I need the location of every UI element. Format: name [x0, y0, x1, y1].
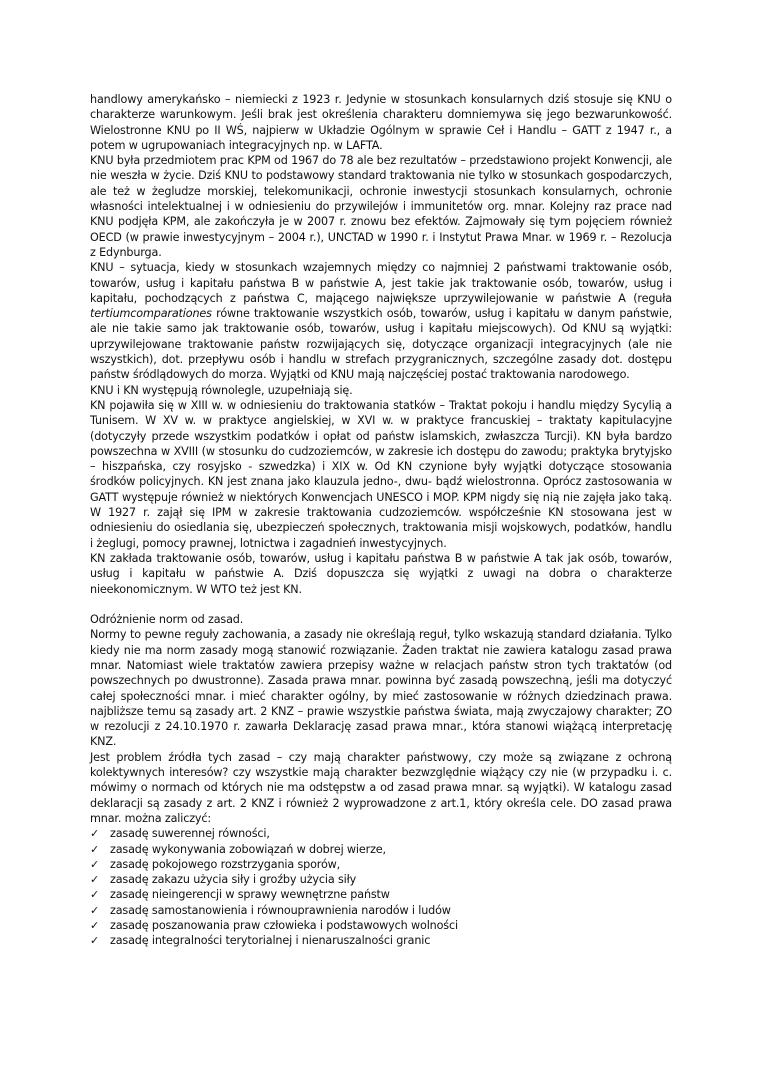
checklist-item: ✓ zasadę wykonywania zobowiązań w dobrej wierze,: [90, 842, 386, 856]
principles-checklist: [90, 826, 672, 948]
paragraph-knu-kn-relation: KNU i KN występują równolegle, uzupełniają się.: [90, 383, 353, 397]
paragraph-knu-kpm: KNU była przedmiotem prac KPM od 1967 do 78 ale bez rezultatów – przedstawiono projekt Konwencji, ale nie weszła w życie. Dziś KNU to podstawowy standard traktowania nie tylko w stosunkach gospodarczych, ale też w żegludze morskiej, telekomunikacji, ochronie inwestycji stosunkach konsularnych, ochronie własności intelektualnej i w odniesieniu do przywilejów i immunitetów org. mnar. Kolejny raz prace nad KNU podjęła KPM, ale zakończyła je w 2007 r. znowu bez efektów. Zajmowały się tym pojęciem również OECD (w prawie inwestycyjnym – 2004 r.), UNCTAD w 1990 r. i Instytut Prawa Mnar. w 1969 r. – Rezolucja z Edynburga.: [90, 154, 672, 259]
knu-definition-text-cont: równe traktowanie wszystkich osób, towarów, usług i kapitału w danym państwie, ale nie takie samo jak traktowanie osób, towarów, usług i kapitału miejscowych). Od KNU są wyjątki: uprzywilejowane traktowanie państw rozwijających się, dotyczące organizacji integracyjnych (ale nie wszystkich), dot. przepływu osób i handlu w strefach przygranicznych, szczególne zasady dot. dostępu państw śródlądowych do morza. Wyjątki od KNU mają najczęściej postać traktowania narodowego.: [90, 307, 672, 382]
checkmark-icon: ✓: [90, 919, 100, 933]
paragraph-sources: Jest problem źródła tych zasad – czy mają charakter państwowy, czy może są związane z ochroną kolektywnych interesów? czy wszystkie mają charakter bezwzględnie wiążący czy nie (w przypadku i. c. mówimy o normach od których nie ma odstępstw a od zasad prawa mnar. są wyjątki). W katalogu zasad deklaracji są zasady z art. 2 KNZ i również 2 wyprowadzone z art.1, który określa cele. DO zasad prawa mnar. można zaliczyć:: [90, 750, 672, 825]
paragraph-norms: Normy to pewne reguły zachowania, a zasady nie określają reguł, tylko wskazują standard działania. Tylko kiedy nie ma norm zasady mogą stanowić rozwiązanie. Żaden traktat nie zawiera katalogu zasad prawa mnar. Natomiast wiele traktatów zawiera przepisy ważne w relacjach państw stron tych traktatów (od powszechnych po dwustronne). Zasada prawa mnar. powinna być zasadą powszechną, jeśli ma dotyczyć całej społeczności mnar. i mieć charakter ogólny, by mieć zastosowanie w różnych dziedzinach prawa. najbliższe temu są zasady art. 2 KNZ – prawie wszystkie państwa świata, mają zwyczajowy charakter; ZO w rezolucji z 24.10.1970 r. zawarła Deklarację zasad prawa mnar., która stanowi wiążącą interpretację KNZ.: [90, 628, 672, 749]
paragraph-kn-history: KN pojawiła się w XIII w. w odniesieniu do traktowania statków – Traktat pokoju i handlu między Sycylią a Tunisem. W XV w. w praktyce angielskiej, w XVI w. w praktyce francuskiej – traktaty kapitulacyjne (dotyczyły przede wszystkim podatków i opłat od państw islamskich, zwłaszcza Turcji). KN była bardzo powszechna w XVIII (w stosunku do cudzoziemców, w zakresie ich dostępu do zawodu; praktyka brytyjsko – hiszpańska, czy rosyjsko - szwedzka) i XIX w. Od KN czynione były wyjątki dotyczące stosowania środków policyjnych. KN jest znana jako klauzula jedno-, dwu- bądź wielostronna. Oprócz zastosowania w GATT występuje również w niektórych Konwencjach UNESCO i MOP. KPM nigdy się nią nie zajęła jako taką. W 1927 r. zajął się IPM w zakresie traktowania cudzoziemców. współcześnie KN stosowana jest w odniesieniu do osiedlania się, ubezpieczeń społecznych, traktowania misji wojskowych, podatków, handlu i żeglugi, pomocy prawnej, lotnictwa i zagadnień inwestycyjnych.: [90, 398, 672, 550]
checklist-item: ✓ zasadę zakazu użycia siły i groźby użycia siły: [90, 873, 357, 887]
checkmark-icon: ✓: [90, 857, 100, 871]
paragraph-kn-definition: KN zakłada traktowanie osób, towarów, usług i kapitału państwa B w państwie A tak jak osób, towarów, usług i kapitału w państwie A. Dziś dopuszcza się wyjątki z uwagi na dobra o charakterze nieekonomicznym. W WTO też jest KN.: [90, 551, 672, 596]
checklist-item: ✓ zasadę suwerennej równości,: [90, 827, 270, 841]
paragraph-knu-definition: [90, 260, 672, 382]
document-page: [90, 92, 672, 949]
checklist-item: ✓ zasadę poszanowania praw człowieka i podstawowych wolności: [90, 919, 458, 933]
checkmark-icon: ✓: [90, 827, 100, 841]
checkmark-icon: ✓: [90, 903, 100, 917]
checkmark-icon: ✓: [90, 873, 100, 887]
checklist-item: ✓ zasadę nieingerencji w sprawy wewnętrzne państw: [90, 888, 390, 902]
checkmark-icon: ✓: [90, 888, 100, 902]
checklist-item: ✓ zasadę samostanowienia i równouprawnienia narodów i ludów: [90, 903, 451, 917]
knu-definition-text: KNU – sytuacja, kiedy w stosunkach wzajemnych między co najmniej 2 państwami traktowanie osób, towarów, usług i kapitału państwa B w państwie A, jest takie jak traktowanie osób, towarów, usług i kapitału, pochodzących z państwa C, mającego największe uprzywilejowanie w państwie A (reguła: [90, 261, 672, 305]
knu-definition-italic-term: tertiumcomparationes: [90, 307, 212, 321]
checkmark-icon: ✓: [90, 934, 100, 948]
checklist-item: ✓ zasadę integralności terytorialnej i nienaruszalności granic: [90, 934, 431, 948]
checkmark-icon: ✓: [90, 842, 100, 856]
checklist-item: ✓ zasadę pokojowego rozstrzygania sporów,: [90, 857, 341, 871]
section-heading: Odróżnienie norm od zasad.: [90, 613, 244, 627]
paragraph-knu-history: handlowy amerykańsko – niemiecki z 1923 r. Jedynie w stosunkach konsularnych dziś stosuje się KNU o charakterze warunkowym. Jeśli brak jest określenia charakteru domniemywa się jego bezwarunkowość. Wielostronne KNU po II WŚ, najpierw w Układzie Ogólnym w sprawie Ceł i Handlu – GATT z 1947 r., a potem w ugrupowaniach integracyjnych np. w LAFTA.: [90, 93, 672, 152]
